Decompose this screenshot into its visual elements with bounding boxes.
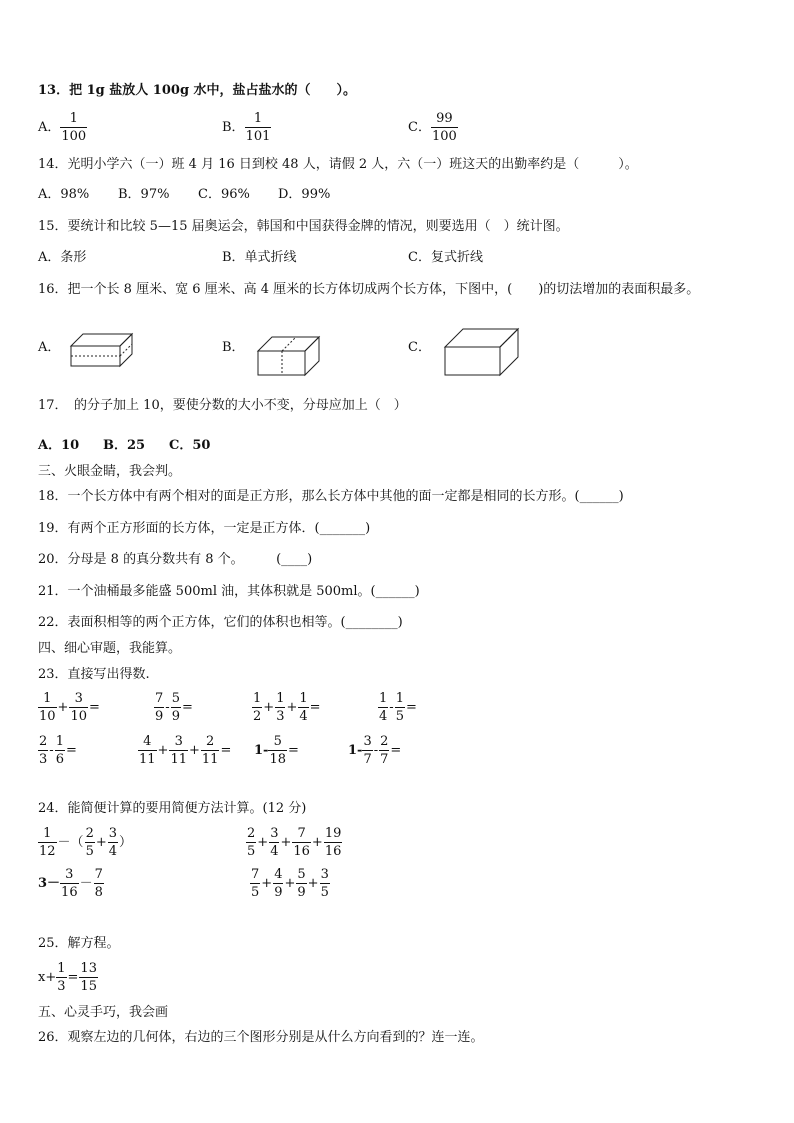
q16-option-a[interactable]: A． bbox=[38, 340, 61, 355]
cuboid-a-figure bbox=[70, 332, 134, 368]
q17-option-c[interactable]: C．50 bbox=[169, 438, 211, 453]
q14-text: 14．光明小学六（一）班 4 月 16 日到校 48 人，请假 2 人，六（一）班这天的出勤率约是（ ）。 bbox=[38, 157, 638, 172]
q23-text: 23．直接写出得数. bbox=[38, 667, 150, 682]
q24-e1: $\frac{1}{12}$ －（ $\frac{2}{5}$ + $\frac{3}{4}$ ） bbox=[39, 826, 133, 859]
q16-option-c[interactable]: C． bbox=[408, 340, 431, 355]
q24-e3: 3－ $\frac{3}{16}$ － $\frac{7}{8}$ bbox=[38, 867, 103, 900]
q13-text: 13．把 1g 盐放人 100g 水中，盐占盐水的（ ）。 bbox=[38, 83, 357, 98]
q17-option-a[interactable]: A．10 bbox=[38, 438, 80, 453]
q23-r1-e1: $\frac{1}{10}$ + $\frac{3}{10}$ = bbox=[39, 691, 100, 724]
section-3-heading: 三、火眼金睛，我会判。 bbox=[38, 464, 182, 479]
q22-text: 22．表面积相等的两个正方体，它们的体积也相等。(________) bbox=[38, 615, 403, 630]
q13-option-c[interactable]: C． $\frac{99}{100}$ bbox=[408, 111, 457, 144]
q15-option-c[interactable]: C．复式折线 bbox=[408, 250, 483, 265]
q23-r1-e2: $\frac{7}{9}$ - $\frac{5}{9}$ = bbox=[155, 691, 193, 724]
q16-text: 16．把一个长 8 厘米、宽 6 厘米、高 4 厘米的长方体切成两个长方体，下图中，( )的切法增加的表面积最多。 bbox=[38, 282, 700, 297]
q23-r1-e4: $\frac{1}{4}$ - $\frac{1}{5}$ = bbox=[379, 691, 417, 724]
q15-option-a[interactable]: A．条形 bbox=[38, 250, 87, 265]
q17-option-b[interactable]: B．25 bbox=[103, 438, 146, 453]
section-5-heading: 五、心灵手巧，我会画 bbox=[38, 1005, 169, 1020]
q23-r2-e4: 1- $\frac{3}{7}$ - $\frac{2}{7}$ = bbox=[348, 734, 402, 767]
q24-e2: $\frac{2}{5}$ + $\frac{3}{4}$ + $\frac{7}{16}$ + $\frac{19}{16}$ bbox=[247, 826, 342, 859]
q23-r2-e3: 1- $\frac{5}{18}$ = bbox=[254, 734, 299, 767]
q17-text: 17． 的分子加上 10，要使分数的大小不变，分母应加上（ ） bbox=[38, 398, 407, 413]
q23-r1-e3: $\frac{1}{2}$ + $\frac{1}{3}$ + $\frac{1}{4}$ = bbox=[253, 691, 321, 724]
q19-text: 19．有两个正方形面的长方体，一定是正方体．(_______) bbox=[38, 521, 371, 536]
q14-option-d[interactable]: D．99% bbox=[278, 187, 331, 202]
q15-text: 15．要统计和比较 5—15 届奥运会，韩国和中国获得金牌的情况，则要选用（ ）统计图。 bbox=[38, 219, 569, 234]
q16-option-b[interactable]: B． bbox=[222, 340, 245, 355]
cuboid-c-figure bbox=[444, 327, 520, 377]
q25-text: 25．解方程。 bbox=[38, 936, 120, 951]
q24-e4: $\frac{7}{5}$ + $\frac{4}{9}$ + $\frac{5}{9}$ + $\frac{3}{5}$ bbox=[251, 867, 329, 900]
q20-text: 20．分母是 8 的真分数共有 8 个。 (____) bbox=[38, 552, 313, 567]
q13-option-a[interactable]: A． $\frac{1}{100}$ bbox=[38, 111, 87, 144]
q18-text: 18．一个长方体中有两个相对的面是正方形，那么长方体中其他的面一定都是相同的长方形。(______) bbox=[38, 489, 624, 504]
cuboid-b-figure bbox=[257, 335, 321, 377]
q14-option-b[interactable]: B．97% bbox=[118, 187, 170, 202]
q14-option-c[interactable]: C．96% bbox=[198, 187, 250, 202]
q26-text: 26．观察左边的几何体，右边的三个图形分别是从什么方向看到的？连一连。 bbox=[38, 1030, 484, 1045]
q24-text: 24．能简便计算的要用简便方法计算。(12 分) bbox=[38, 801, 307, 816]
q15-option-b[interactable]: B．单式折线 bbox=[222, 250, 297, 265]
q13-option-b[interactable]: B． $\frac{1}{101}$ bbox=[222, 111, 271, 144]
q14-option-a[interactable]: A．98% bbox=[38, 187, 90, 202]
q23-r2-e1: $\frac{2}{3}$ - $\frac{1}{6}$ = bbox=[39, 734, 77, 767]
q25-equation: x+ $\frac{1}{3}$ = $\frac{13}{15}$ bbox=[38, 961, 97, 994]
section-4-heading: 四、细心审题，我能算。 bbox=[38, 641, 182, 656]
q23-r2-e2: $\frac{4}{11}$ + $\frac{3}{11}$ + $\frac{2}{11}$ = bbox=[139, 734, 232, 767]
q21-text: 21．一个油桶最多能盛 500ml 油，其体积就是 500ml。(______) bbox=[38, 584, 420, 599]
